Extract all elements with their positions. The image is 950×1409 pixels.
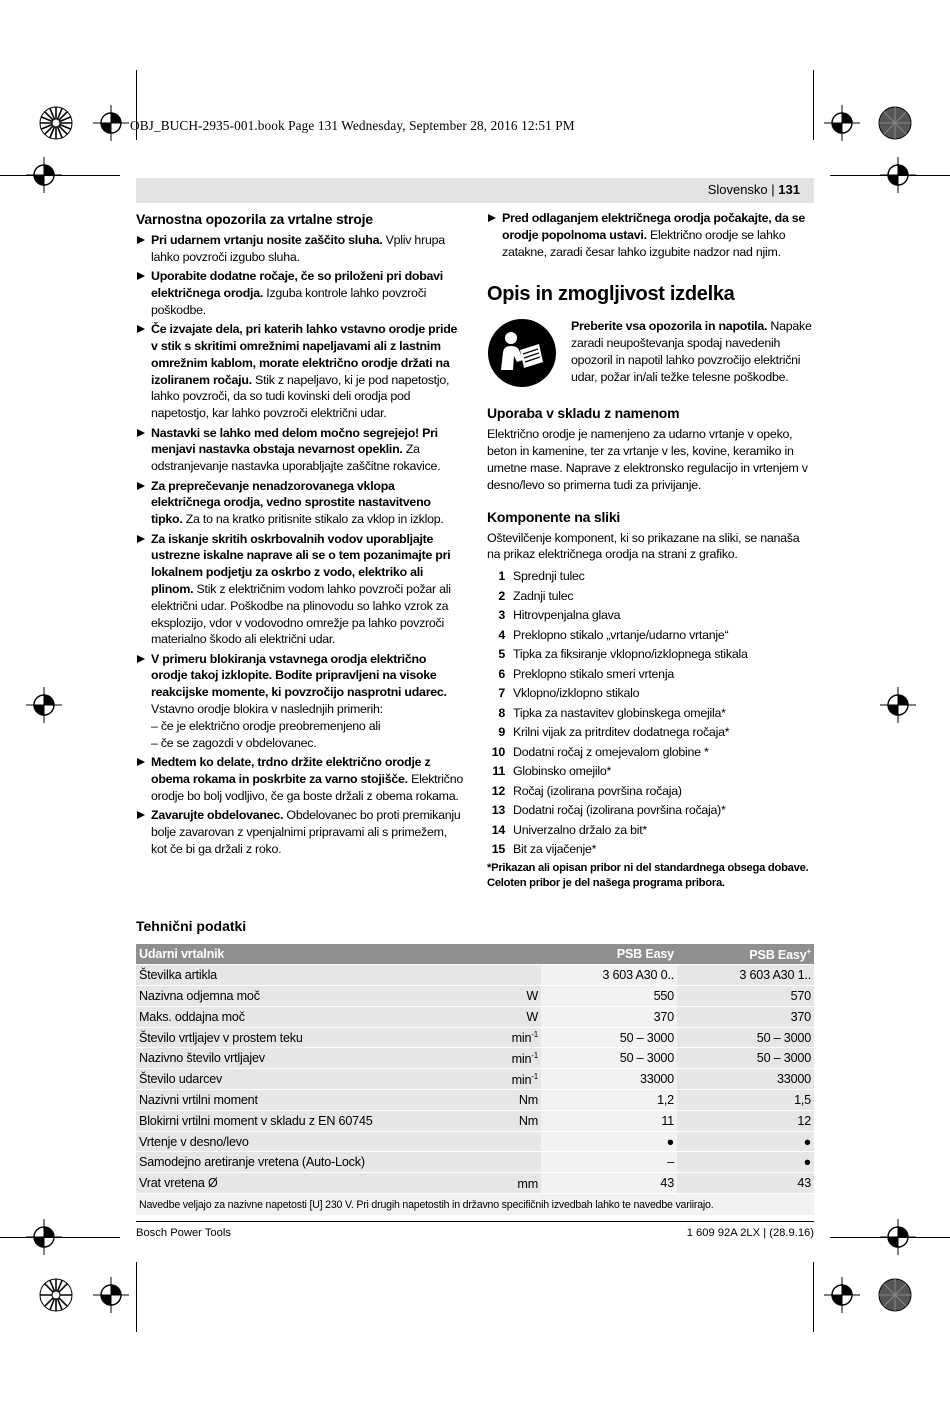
component-item: 3 Hitrovpenjalna glava	[498, 608, 621, 623]
triangle-bullet-icon	[488, 214, 496, 222]
spec-header-model-1: PSB Easy	[541, 944, 677, 965]
safety-bullet: Nastavki se lahko med delom močno segrejejo! Pri menjavi nastavka obstaja nevarnost opeklin. Za odstranjevanje nastavka uporabljajte zaščitne rokavice.	[136, 425, 464, 475]
spec-row: Nazivni vrtilni moment Nm 1,2 1,5	[136, 1090, 814, 1111]
component-item: 5 Tipka za fiksiranje vklopno/izklopnega stikala	[498, 647, 748, 662]
read-manual-warning: Preberite vsa opozorila in napotila. Napake zaradi neupoštevanja spodaj navedenih opozoril in napotil lahko povzročijo električni udar, požar in/ali težke telesne poškodbe.	[487, 318, 815, 390]
crop-line	[813, 70, 814, 140]
triangle-bullet-icon	[137, 272, 145, 280]
safety-bullet: Uporabite dodatne ročaje, če so priloženi pri dobavi električnega orodja. Izguba kontrole lahko povzroči poškodbe.	[136, 268, 464, 318]
component-item: 2 Zadnji tulec	[498, 588, 574, 603]
component-item: 14 Univerzalno držalo za bit*	[491, 822, 647, 837]
triangle-bullet-icon	[137, 325, 145, 333]
triangle-bullet-icon	[137, 236, 145, 244]
book-slug-header: OBJ_BUCH-2935-001.book Page 131 Wednesday, September 28, 2016 12:51 PM	[130, 118, 575, 133]
page-number: 131	[778, 182, 800, 197]
feature-dot: ●	[677, 1131, 814, 1152]
crosshair-mark-icon	[26, 687, 62, 723]
dash-item: – če je električno orodje preobremenjeno ali	[151, 718, 381, 733]
triangle-bullet-icon	[137, 482, 145, 490]
crosshair-mark-icon	[93, 105, 129, 141]
running-head: Slovensko | 131	[136, 178, 814, 203]
component-item: 8 Tipka za nastavitev globinskega omejila*	[498, 705, 726, 720]
safety-bullet: Če izvajate dela, pri katerih lahko vstavno orodje pride v stik s skritimi omrežnimi napeljavami ali z lastnim omrežnim kablom, morate električno orodje držati na izoliranem ročaju. Stik z napeljavo, ki je pod napetostjo, lahko povzroči, da so tudi kovinski deli orodja pod napetostjo, kar lahko povzroči električni udar.	[136, 321, 464, 422]
component-list	[487, 567, 815, 860]
spec-row: Blokirni vrtilni moment v skladu z EN 60745 Nm 11 12	[136, 1110, 814, 1131]
crop-line	[0, 175, 120, 176]
safety-bullet: Za iskanje skritih oskrbovalnih vodov uporabljajte ustrezne iskalne naprave ali se o tem pozanimajte pri lokalnem podjetju za oskrbo z vodo, elektriko ali plinom. Stik z električnim vodom lahko povzroči požar ali električni udar. Poškodbe na plinovodu so lahko vzrok za eksplozijo, vdor v vodovodno omrežje pa lahko povzroči materialno škodo ali električni udar.	[136, 531, 464, 649]
component-item: 1 Sprednji tulec	[498, 569, 585, 584]
spec-row: Samodejno aretiranje vretena (Auto-Lock) – ●	[136, 1152, 814, 1173]
crosshair-mark-icon	[880, 687, 916, 723]
spec-row: Število vrtljajev v prostem teku $\min^{-1}$ 50 – 3000 50 – 3000	[136, 1027, 814, 1048]
spec-row: Nazivna odjemna moč W 550 570	[136, 986, 814, 1007]
triangle-bullet-icon	[137, 811, 145, 819]
crop-line	[830, 175, 950, 176]
safety-bullet: Pri udarnem vrtanju nosite zaščito sluha. Vpliv hrupa lahko povzroči izgubo sluha.	[136, 232, 464, 266]
component-item: 4 Preklopno stikalo „vrtanje/udarno vrtanje“	[498, 627, 729, 642]
spec-row: Vrtenje v desno/levo ● ●	[136, 1131, 814, 1152]
components-intro: Oštevilčenje komponent, ki so prikazane na sliki, se nanaša na prikaz električnega orodja na strani z grafiko.	[487, 530, 800, 562]
spec-table-header	[136, 944, 814, 965]
component-item: 6 Preklopno stikalo smeri vrtenja	[498, 666, 674, 681]
crop-line	[0, 1237, 120, 1238]
tech-data-title: Tehnični podatki	[136, 918, 247, 934]
read-manual-icon	[487, 318, 557, 388]
spec-note: Navedbe veljajo za nazivne napetosti [U] 230 V. Pri drugih napetostih in državno specifičnih izvedbah lahko te navedbe variirajo.	[136, 1194, 814, 1216]
crop-line	[136, 1262, 137, 1332]
registration-mark-icon	[38, 105, 74, 141]
accessory-footnote: *Prikazan ali opisan pribor ni del standardnega obsega dobave. Celoten pribor je del našega programa pribora.	[487, 861, 809, 889]
safety-bullet: Za preprečevanje nenadzorovanega vklopa električnega orodja, vedno sprostite nastavitveno tipko. Za to na kratko pritisnite stikalo za vklop in izklop.	[136, 478, 464, 528]
component-item: 9 Krilni vijak za pritrditev dodatnega ročaja*	[498, 725, 730, 740]
section-heading-safety: Varnostna opozorila za vrtalne stroje	[136, 211, 373, 227]
right-column	[487, 210, 815, 891]
component-item: 11 Globinsko omejilo*	[492, 764, 612, 779]
triangle-bullet-icon	[137, 758, 145, 766]
feature-dot: ●	[677, 1152, 814, 1173]
main-heading: Opis in zmogljivost izdelka	[487, 283, 735, 306]
section-heading-components: Komponente na sliki	[487, 508, 621, 525]
intended-use-text: Električno orodje je namenjeno za udarno vrtanje v opeko, beton in kamenine, ter za vrtanje v les, kovine, keramiko in umetne mase. Naprave z elektronsko regulacijo in vrtenjem v desno/levo so primerna tudi za privijanje.	[487, 427, 808, 492]
spec-header-model-2: PSB Easy+	[677, 944, 814, 965]
crop-line	[813, 1262, 814, 1332]
safety-bullet: V primeru blokiranja vstavnega orodja električno orodje takoj izklopite. Bodite pripravljeni na visoke reakcijske momente, ki povzročijo nasprotni udarec. Vstavno orodje blokira v naslednjih primerih: – če je električno orodje preobremenjeno ali – če se zagozdi v obdelovanec.	[136, 651, 464, 752]
crosshair-mark-icon	[824, 105, 860, 141]
safety-bullet: Zavarujte obdelovanec. Obdelovanec bo proti premikanju bolje zavarovan z vpenjalnimi pripravami ali s primežem, kot če bi ga držali z roko.	[136, 807, 464, 857]
triangle-bullet-icon	[137, 429, 145, 437]
safety-bullet: Medtem ko delate, trdno držite električno orodje z obema rokama in poskrbite za varno stojišče. Električno orodje bo bolj vodljivo, če ga boste držali z obema rokama.	[136, 754, 464, 804]
spec-table	[136, 944, 814, 1216]
crosshair-mark-icon	[93, 1277, 129, 1313]
spec-row: Maks. oddajna moč W 370 370	[136, 1006, 814, 1027]
dash-item: – če se zagozdi v obdelovanec.	[151, 735, 317, 750]
component-item: 7 Vklopno/izklopno stikalo	[498, 686, 640, 701]
crop-line	[830, 1237, 950, 1238]
spec-row: Število udarcev $\min^{-1}$ 33000 33000	[136, 1069, 814, 1090]
crosshair-mark-icon	[824, 1277, 860, 1313]
left-column	[136, 210, 464, 860]
footer-brand: Bosch Power Tools	[136, 1227, 231, 1239]
safety-bullet: Pred odlaganjem električnega orodja počakajte, da se orodje popolnoma ustavi. Električno orodje se lahko zatakne, zaradi česar lahko izgubite nadzor nad njim.	[487, 210, 815, 260]
spec-row: Številka artikla 3 603 A30 0.. 3 603 A30 1..	[136, 965, 814, 986]
footer-docnumber: 1 609 92A 2LX | (28.9.16)	[686, 1227, 814, 1239]
spec-row: Vrat vretena Ø mm 43 43	[136, 1173, 814, 1194]
gray-target-icon	[877, 105, 913, 141]
spec-row: Nazivno število vrtljajev $\min^{-1}$ 50 – 3000 50 – 3000	[136, 1048, 814, 1069]
triangle-bullet-icon	[137, 535, 145, 543]
spec-note-row	[136, 1194, 814, 1216]
triangle-bullet-icon	[137, 655, 145, 663]
feature-dot: ●	[541, 1131, 677, 1152]
section-heading-intended-use: Uporaba v skladu z namenom	[487, 405, 680, 422]
component-item: 13 Dodatni ročaj (izolirana površina ročaja)*	[491, 803, 726, 818]
component-item: 15 Bit za vijačenje*	[491, 842, 597, 857]
component-item: 12 Ročaj (izolirana površina ročaja)	[491, 783, 682, 798]
footer-rule	[136, 1221, 814, 1222]
running-head-language: Slovensko	[707, 182, 768, 197]
component-item: 10 Dodatni ročaj z omejevalom globine *	[491, 744, 709, 759]
spec-header-label: Udarni vrtalnik	[136, 944, 541, 965]
gray-target-icon	[877, 1277, 913, 1313]
registration-mark-icon	[38, 1277, 74, 1313]
